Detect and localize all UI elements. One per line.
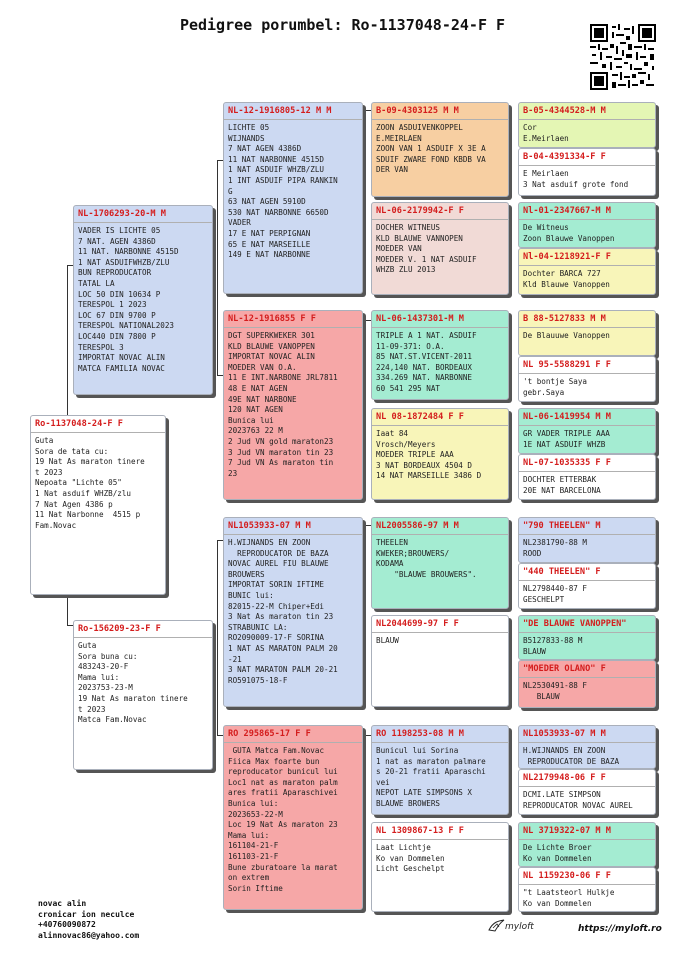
pigeon-details: BLAUW	[376, 636, 399, 645]
ring-number: NL-06-1437301-M M	[376, 314, 464, 324]
connector-line	[217, 625, 218, 735]
ring-number: "790 THEELEN" M	[523, 521, 601, 531]
ring-number: "DE BLAUWE VANOPPEN"	[523, 619, 627, 629]
pedigree-box-gen3-2[interactable]	[371, 202, 509, 295]
connector-line	[365, 320, 366, 490]
pigeon-details: NL2530491-88 F BLAUW	[523, 681, 588, 701]
pedigree-box-gen4-12[interactable]	[518, 660, 656, 708]
ring-number: NL2044699-97 F F	[376, 619, 459, 629]
breeder-address: cronicar ion neculce	[38, 909, 135, 919]
ring-number: NL 3719322-07 M M	[523, 826, 611, 836]
page-title: Pedigree porumbel: Ro-1137048-24-F F	[179, 16, 506, 34]
pigeon-details: De Blauuwe Vanoppen	[523, 331, 610, 340]
ring-number: NL-12-1916805-12 M M	[228, 106, 332, 116]
connector-line	[365, 110, 366, 260]
connector-line	[217, 540, 218, 625]
pedigree-box-gen4-1[interactable]	[518, 102, 656, 148]
pigeon-details: Laat Lichtje Ko van Dommelen Licht Geschelpt	[376, 843, 445, 874]
ring-number: NL 1309867-13 F F	[376, 826, 464, 836]
pedigree-box-gen3-3[interactable]	[371, 310, 509, 400]
pigeon-logo-icon	[488, 918, 506, 934]
pigeon-details: ZOON ASDUIVENKOPPEL E.MEIRLAEN ZOON VAN 1 ASDUIF X 3E A SDUIF ZWARE FOND KBDB VA DER VAN	[376, 123, 486, 175]
pigeon-details: Dochter BARCA 727 Kld Blauwe Vanoppen	[523, 269, 610, 289]
pedigree-box-gen4-10[interactable]	[518, 563, 656, 609]
pigeon-details: DCMI.LATE SIMPSON REPRODUCATOR NOVAC AUREL	[523, 790, 633, 810]
connector-line	[67, 595, 68, 625]
connector-line	[365, 735, 366, 865]
pedigree-box-gen3-5[interactable]	[371, 517, 509, 609]
pigeon-details: "t Laatsteorl Hulkje Ko van Dommelen	[523, 888, 615, 908]
pedigree-box-gen4-4[interactable]	[518, 248, 656, 295]
pigeon-details: VADER IS LICHTE 05 7 NAT. AGEN 4386D 11 NAT. NARBONNE 4515D 1 NAT ASDUIFWHZB/ZLU BUN REPRODUCATOR TATAL LA LOC 50 DIN 10634 P TERESPOL 1 2023 LOC 67 DIN 9700 P TERESPOL NATIONAL2023 LOC440 DIN 7800 P TERESPOL 3 IMPORTAT NOVAC ALIN MATCA FAMILIA NOVAC	[78, 226, 179, 373]
connector-line	[217, 160, 218, 305]
ring-number: NL1053933-07 M M	[228, 521, 311, 531]
ring-number: RO 295865-17 F F	[228, 729, 311, 739]
pedigree-box-gen4-9[interactable]	[518, 517, 656, 563]
website-link[interactable]: https://myloft.ro	[578, 924, 662, 934]
ring-number: "440 THEELEN" F	[523, 567, 601, 577]
pedigree-box-gen3-4[interactable]	[371, 408, 509, 500]
ring-number: NL2005586-97 M M	[376, 521, 459, 531]
breeder-email: alinnovac86@yahoo.com	[38, 930, 140, 940]
pedigree-box-gen2-4[interactable]	[223, 725, 363, 910]
ring-number: NL1053933-07 M M	[523, 729, 606, 739]
pigeon-details: Bunicul lui Sorina 1 nat as maraton palmare s 20-21 fratii Aparaschi vei NEPOT LATE SIMPSONS X BLAUWE BROWERS	[376, 746, 486, 808]
pigeon-details: THEELEN KWEKER;BROUWERS/ KODAMA "BLAUWE BROUWERS".	[376, 538, 477, 579]
ring-number: Ro-156209-23-F F	[78, 624, 161, 634]
pigeon-details: DOCHTER ETTERBAK 20E NAT BARCELONA	[523, 475, 601, 495]
connector-line	[365, 525, 366, 655]
pigeon-details: LICHTE 05 WIJNANDS 7 NAT AGEN 4386D 11 NAT NARBONNE 4515D 1 NAT ASDUIF WHZB/ZLU 1 INT ASDUIF PIPA RANKIN G 63 NAT AGEN 5910D 530 NAT NARBONNE 6650D VADER 17 E NAT PERPIGNAN 65 E NAT MARSEILLE 149 E NAT NARBONNE	[228, 123, 338, 260]
pedigree-box-gen4-3[interactable]	[518, 202, 656, 248]
ring-number: Nl-01-2347667-M M	[523, 206, 611, 216]
ring-number: NL 95-5588291 F F	[523, 360, 611, 370]
pedigree-box-gen4-11[interactable]	[518, 615, 656, 660]
qr-code-icon	[590, 24, 656, 90]
pigeon-details: 't bontje Saya gebr.Saya	[523, 377, 588, 397]
ring-number: RO 1198253-08 M M	[376, 729, 464, 739]
pedigree-box-gen4-5[interactable]	[518, 310, 656, 356]
pedigree-box-gen2-1[interactable]	[223, 102, 363, 294]
pigeon-details: B5127833-88 M BLAUW	[523, 636, 583, 656]
connector-line	[67, 265, 68, 415]
pigeon-details: Guta Sora de tata cu: 19 Nat As maraton tinere t 2023 Nepoata "Lichte 05" 1 Nat asduif WHZB/zlu 7 Nat Agen 4386 p 11 Nat Narbonne 4515 p Fam.Novac	[35, 436, 145, 530]
pedigree-box-gen3-1[interactable]	[371, 102, 509, 197]
pedigree-box-gen2-3[interactable]	[223, 517, 363, 707]
breeder-name: novac alin	[38, 899, 87, 908]
ring-number: NL-1706293-20-M M	[78, 209, 166, 219]
ring-number: Nl-04-1218921-F F	[523, 252, 611, 262]
pedigree-box-gen4-7[interactable]	[518, 408, 656, 454]
ring-number: NL-12-1916855 F F	[228, 314, 316, 324]
ring-number: NL2179948-06 F F	[523, 773, 606, 783]
pigeon-details: De Lichte Broer Ko van Dommelen	[523, 843, 592, 863]
ring-number: NL-07-1035335 F F	[523, 458, 611, 468]
pigeon-details: H.WIJNANDS EN ZOON REPRODUCATOR DE BAZA NOVAC AUREL FIU BLAUWE BROUWERS IMPORTAT SORIN IFTIME BUNIC lui: 82015-22-M Chiper+Edi 3 Nat As maraton tin 23 STRABUNIC LA: RO2090009-17-F SORINA 1 NAT AS MARATON PALM 20 -21 3 NAT MARATON PALM 20-21 RO591075-18-F	[228, 538, 338, 685]
ring-number: Ro-1137048-24-F F	[35, 419, 123, 429]
pigeon-details: Cor E.Meirlaen	[523, 123, 569, 143]
pigeon-details: NL2381790-88 M ROOD	[523, 538, 588, 558]
ring-number: B-05-4344528-M M	[523, 106, 606, 116]
pigeon-details: Iaat 84 Vrosch/Meyers MOEDER TRIPLE AAA 3 NAT BORDEAUX 4504 D 14 NAT MARSEILLE 3486 D	[376, 429, 482, 481]
pedigree-box-gen4-6[interactable]	[518, 356, 656, 402]
pedigree-box-gen4-15[interactable]	[518, 822, 656, 867]
pedigree-box-gen3-7[interactable]	[371, 725, 509, 815]
pedigree-box-gen3-8[interactable]	[371, 822, 509, 912]
pigeon-details: NL2798440-87 F GESCHELPT	[523, 584, 588, 604]
pigeon-details: H.WIJNANDS EN ZOON REPRODUCATOR DE BAZA	[523, 746, 620, 766]
pedigree-box-gen3-6[interactable]	[371, 615, 509, 707]
connector-line	[217, 305, 218, 375]
pedigree-box-dam[interactable]	[73, 620, 213, 770]
brand-logo-text: myloft	[505, 922, 534, 932]
ring-number: NL 1159230-06 F F	[523, 871, 611, 881]
pigeon-details: Guta Sora buna cu: 483243-20-F Mama lui: 2023753-23-M 19 Nat As maraton tinere t 2023 Matca Fam.Novac	[78, 641, 188, 725]
ring-number: NL 08-1872484 F F	[376, 412, 464, 422]
pigeon-details: DGT SUPERKWEKER 301 KLD BLAUWE VANOPPEN IMPORTAT NOVAC ALIN MOEDER VAN O.A. 11 E INT.NARBONE JRL7811 48 E NAT AGEN 49E NAT NARBONE 120 NAT AGEN Bunica lui 2023763 22 M 2 Jud VN gold maraton23 3 Jud VN maraton tin 23 7 Jud VN As maraton tin 23	[228, 331, 338, 478]
breeder-phone: +40760090872	[38, 920, 96, 929]
pigeon-details: TRIPLE A 1 NAT. ASDUIF 11-09-371: O.A. 85 NAT.ST.VICENT-2011 224,140 NAT. BORDEAUX 334.269 NAT. NARBONNE 60 541 295 NAT	[376, 331, 477, 393]
pedigree-box-gen4-2[interactable]	[518, 148, 656, 196]
pedigree-box-sire[interactable]	[73, 205, 213, 395]
pigeon-details: E Meirlaen 3 Nat asduif grote fond	[523, 169, 629, 189]
ring-number: NL-06-1419954 M M	[523, 412, 611, 422]
ring-number: B 88-5127833 M M	[523, 314, 606, 324]
pigeon-details: De Witneus Zoon Blauwe Vanoppen	[523, 223, 615, 243]
pedigree-box-gen4-14[interactable]	[518, 769, 656, 815]
pedigree-box-subject[interactable]	[30, 415, 166, 595]
ring-number: NL-06-2179942-F F	[376, 206, 464, 216]
ring-number: B-09-4303125 M M	[376, 106, 459, 116]
pigeon-details: GUTA Matca Fam.Novac Fiica Max foarte bun reproducator bunicul lui Loc1 nat as maraton palm ares fratii Aparaschivei Bunica lui: 2023653-22-M Loc 19 Nat As maraton 23 Mama lui: 161104-21-F 161103-21-F Bune zburatoare la marat on extrem Sorin Iftime	[228, 746, 338, 893]
breeder-contact	[38, 899, 139, 941]
ring-number: B-04-4391334-F F	[523, 152, 606, 162]
ring-number: "MOEDER OLANO" F	[523, 664, 606, 674]
pedigree-box-gen2-2[interactable]	[223, 310, 363, 500]
pedigree-box-gen4-16[interactable]	[518, 867, 656, 912]
pigeon-details: GR VADER TRIPLE AAA 1E NAT ASDUIF WHZB	[523, 429, 610, 449]
pigeon-details: DOCHER WITNEUS KLD BLAUWE VANNOPEN MOEDER VAN MOEDER V. 1 NAT ASDUIF WHZB ZLU 2013	[376, 223, 477, 275]
pedigree-box-gen4-13[interactable]	[518, 725, 656, 769]
pedigree-box-gen4-8[interactable]	[518, 454, 656, 500]
